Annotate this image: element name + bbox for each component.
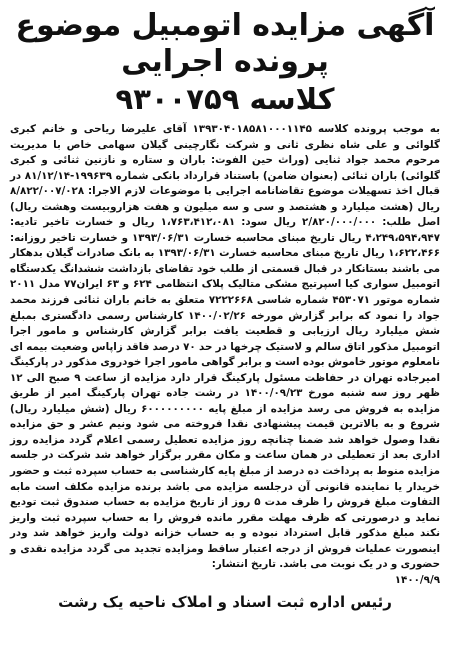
case-number-title: کلاسه ۹۳۰۰۷۵۹ <box>115 82 335 116</box>
publish-date: ۱۴۰۰/۹/۹ <box>394 573 440 586</box>
notice-title: آگهی مزایده اتومبیل موضوع پرونده اجرایی <box>15 8 435 79</box>
signature-line: رئیس اداره ثبت اسناد و املاک ناحیه یک رشت <box>58 593 392 612</box>
notice-body: به موجب پرونده کلاسه ۱۳۹۳۰۴۰۱۸۵۸۱۰۰۰۱۱۴۵ آقای علیرضا ریاحی و خانم کبری گلوائی و علی شاه نظری ثانی و شرکت نگارچینی گیلان سهامی خاص با مدیریت مرحوم محمد جواد ثنایی (وراث حین الفوت: باران و ستاره و نازنین ثنائی و کبری گلوائی) باران ثنائی (بعنوان ضامن) باستناد قرارداد بانکی شماره ۱۹۹۶۳۹-۸۱/۱۲/۱۴ در قبال اخذ تسهیلات موضوع تقاضانامه اجرایی با موضوعات لازم الاجرا: ۸/۸۲۲/۰۰۷/۰۲۸ ریال (هشت میلیارد و هشتصد و سی و سه میلیون و هفت هزاروبیست وهشت ریال) اصل طلب: ۲/۸۲۰/۰۰۰/۰۰۰ ریال سود: ۱،۷۶۳،۴۱۲،۰۸۱ ریال و خسارت تاخیر تادیه: ۴،۲۴۹،۵۹۴،۹۴۷ ریال تاریخ مبنای محاسبه خسارت ۱۳۹۳/۰۶/۳۱ و خسارت تاخیر روزانه: ۱،۶۲۲،۴۶۶ ریال تاریخ مبنای محاسبه خسارت ۱۳۹۳/۰۶/۳۱ به بانک صادرات گیلان بدهکار می باشند بستانکار در قبال قسمتی از طلب خود تقاضای بازداشت ششدانگ یکدستگاه اتومبیل سواری کیا اسپرتیج مشکی متالیک پلاک انتظامی ۶۲۴ و ۶۳ ایران۷۷ مدل ۲۰۱۱ شماره موتور ۴۵۳۰۷۱ شماره شاسی ۷۲۲۲۶۶۸ متعلق به خانم باران ثنائی فرزند محمد جواد را نمود که برابر گزارش مورخه ۱۴۰۰/۰۲/۲۶ کارشناس رسمی دادگستری بمبلغ شش میلیارد ریال ارزیابی و قطعیت یافت برابر گزارش کارشناس و مامور اجرا اتومبیل مذکور اتاق سالم و لاستیک چرخها در حد ۷۰ درصد فاقد زاپاس وضعیت بیمه ای نامعلوم موتور خاموش بوده است و برابر گواهی مامور اجرا خودروی مذکور در پارکینگ امیرجاده تهران در حفاظت مسئول پارکینگ قرار دارد مزایده از ساعت ۹ صبح الی ۱۲ ظهر روز سه شنبه مورخ ۱۴۰۰/۰۹/۲۳ در رشت جاده تهران پارکینگ امیر از طریق مزایده به فروش می رسد مزایده از مبلغ پایه ۶۰۰۰۰۰۰۰۰۰ ریال (شش میلیارد ریال) شروع و به بالاترین قیمت پیشنهادی نقدا فروخته می شود ونیم عشر و حق مزایده نقدا وصول خواهد شد ضمنا چنانچه روز مزایده تعطیل رسمی اعلام گردد مزایده روز اداری بعد از تعطیلی در همان ساعت و مکان مقرر برگزار خواهد شد شرکت در جلسه مزایده منوط به پرداخت ده درصد از مبلغ پایه کارشناسی به حساب سپرده ثبت و حضور خریدار یا نماینده قانونی آن درجلسه مزایده می باشد برنده مزایده مکلف است مابه التفاوت مبلغ فروش را ظرف مدت ۵ روز از تاریخ مزایده به حساب صندوق ثبت تودیع نماید و درصورتی که ظرف مهلت مقرر مانده فروش را به حساب سپرده ثبت واریز نکند مبلغ مذکور قابل استرداد نبوده و به حساب خزانه دولت واریز خواهد شد ودر اینصورت عملیات فروش از درجه اعتبار ساقط ومزایده تجدید می گردد مزایده نقدی و حضوری و در یک نوبت می باشد. تاریخ انتشار: <box>10 123 441 571</box>
